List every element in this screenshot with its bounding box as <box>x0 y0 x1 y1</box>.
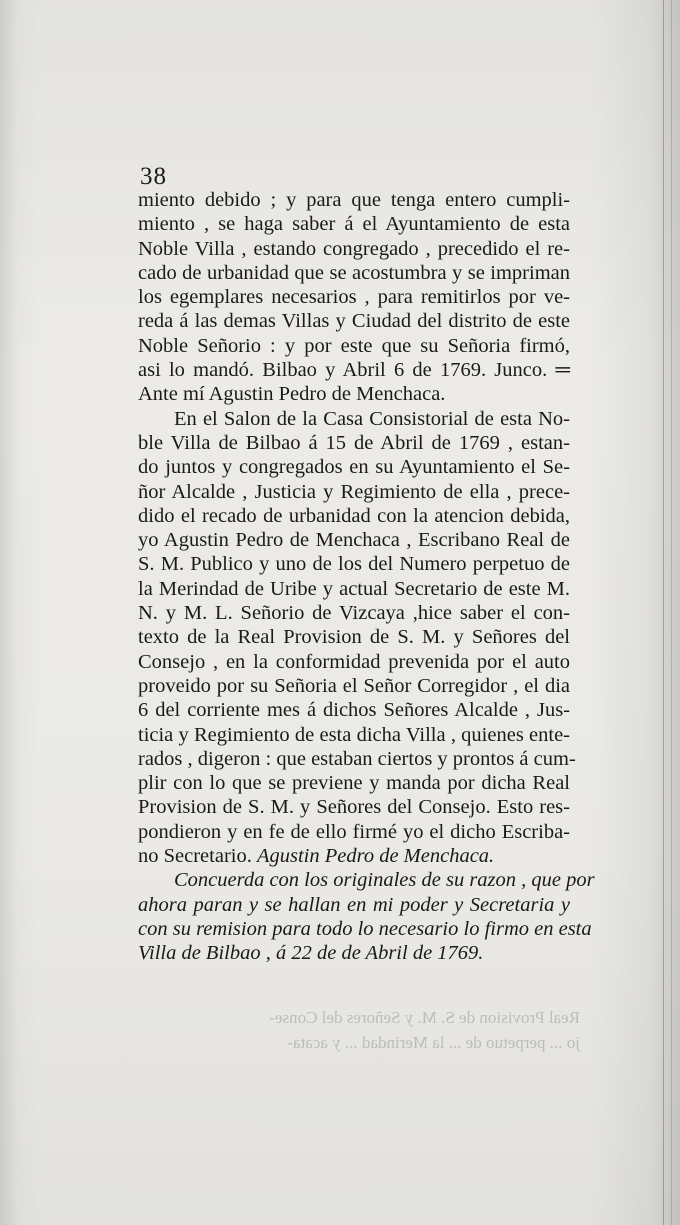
text-line: rados , digeron : que estaban ciertos y prontos á cum- <box>138 747 576 770</box>
text-line: proveido por su Señoria el Señor Corregidor , el dia <box>138 674 570 697</box>
text-line: ahora paran y se hallan en mi poder y Secretaria y <box>138 893 570 916</box>
text-line: Concuerda con los originales de su razon , que por <box>174 869 595 892</box>
page-edge-line <box>663 0 664 1225</box>
text-line: la Merindad de Uribe y actual Secretario de este M. <box>138 577 570 600</box>
text-line: yo Agustin Pedro de Menchaca , Escribano Real de <box>138 529 570 552</box>
text-line: asi lo mandó. Bilbao y Abril 6 de 1769. Junco. ═ <box>138 359 570 382</box>
page-number: 38 <box>140 163 167 190</box>
paragraph-certification <box>138 868 595 965</box>
text-line: Ante mí Agustin Pedro de Menchaca. <box>138 383 446 406</box>
closing-text: no Secretario. <box>138 845 257 868</box>
text-line: Villa de Bilbao , á 22 de de Abril de 1769. <box>138 942 484 965</box>
text-line: plir con lo que se previene y manda por dicha Real <box>138 772 570 795</box>
text-line: Provision de S. M. y Señores del Consejo. Esto res- <box>138 796 570 819</box>
text-line <box>138 844 570 868</box>
page-edge-line <box>671 0 672 1225</box>
paragraph-session-record <box>138 407 576 869</box>
text-line: texto de la Real Provision de S. M. y Señores del <box>138 626 570 649</box>
bleed-through-text <box>150 1005 580 1055</box>
text-line: do juntos y congregados en su Ayuntamiento el Se- <box>138 456 570 479</box>
text-line: los egemplares necesarios , para remitirlos por ve- <box>138 286 570 309</box>
text-line: miento debido ; y para que tenga entero cumpli- <box>138 189 570 211</box>
text-line: dido el recado de urbanidad con la atencion debida, <box>138 504 570 527</box>
text-line: Noble Villa , estando congregado , precedido el re- <box>138 237 570 260</box>
document-body <box>138 188 595 966</box>
paragraph-decree <box>138 188 570 407</box>
text-line: ticia y Regimiento de esta dicha Villa , quienes ente- <box>138 723 570 746</box>
text-line: ñor Alcalde , Justicia y Regimiento de ella , prece- <box>138 480 570 503</box>
text-line: En el Salon de la Casa Consistorial de esta No- <box>174 407 570 430</box>
text-line: 6 del corriente mes á dichos Señores Alcalde , Jus- <box>138 699 570 722</box>
text-line: Noble Señorio : y por este que su Señoria firmó, <box>138 334 570 357</box>
bleed-line: jo ... perpetuo de ... la Merindad ... y acata- <box>287 1033 580 1052</box>
text-line: reda á las demas Villas y Ciudad del distrito de este <box>138 310 570 333</box>
text-line: con su remision para todo lo necesario lo firmo en esta <box>138 917 592 940</box>
notary-signature-name: Agustin Pedro de Menchaca. <box>256 845 495 868</box>
text-line: ble Villa de Bilbao á 15 de Abril de 1769 , estan- <box>138 431 570 454</box>
bleed-line: Real Provision de S. M. y Señores del Conse- <box>269 1008 580 1027</box>
text-line: S. M. Publico y uno de los del Numero perpetuo de <box>138 553 570 576</box>
text-line: pondieron y en fe de ello firmé yo el dicho Escriba- <box>138 820 570 843</box>
text-line: cado de urbanidad que se acostumbra y se impriman <box>138 261 570 284</box>
text-line: miento , se haga saber á el Ayuntamiento de esta <box>138 213 570 236</box>
text-line: N. y M. L. Señorio de Vizcaya ,hice saber el con- <box>138 602 570 625</box>
text-line: Consejo , en la conformidad prevenida por el auto <box>138 650 570 673</box>
